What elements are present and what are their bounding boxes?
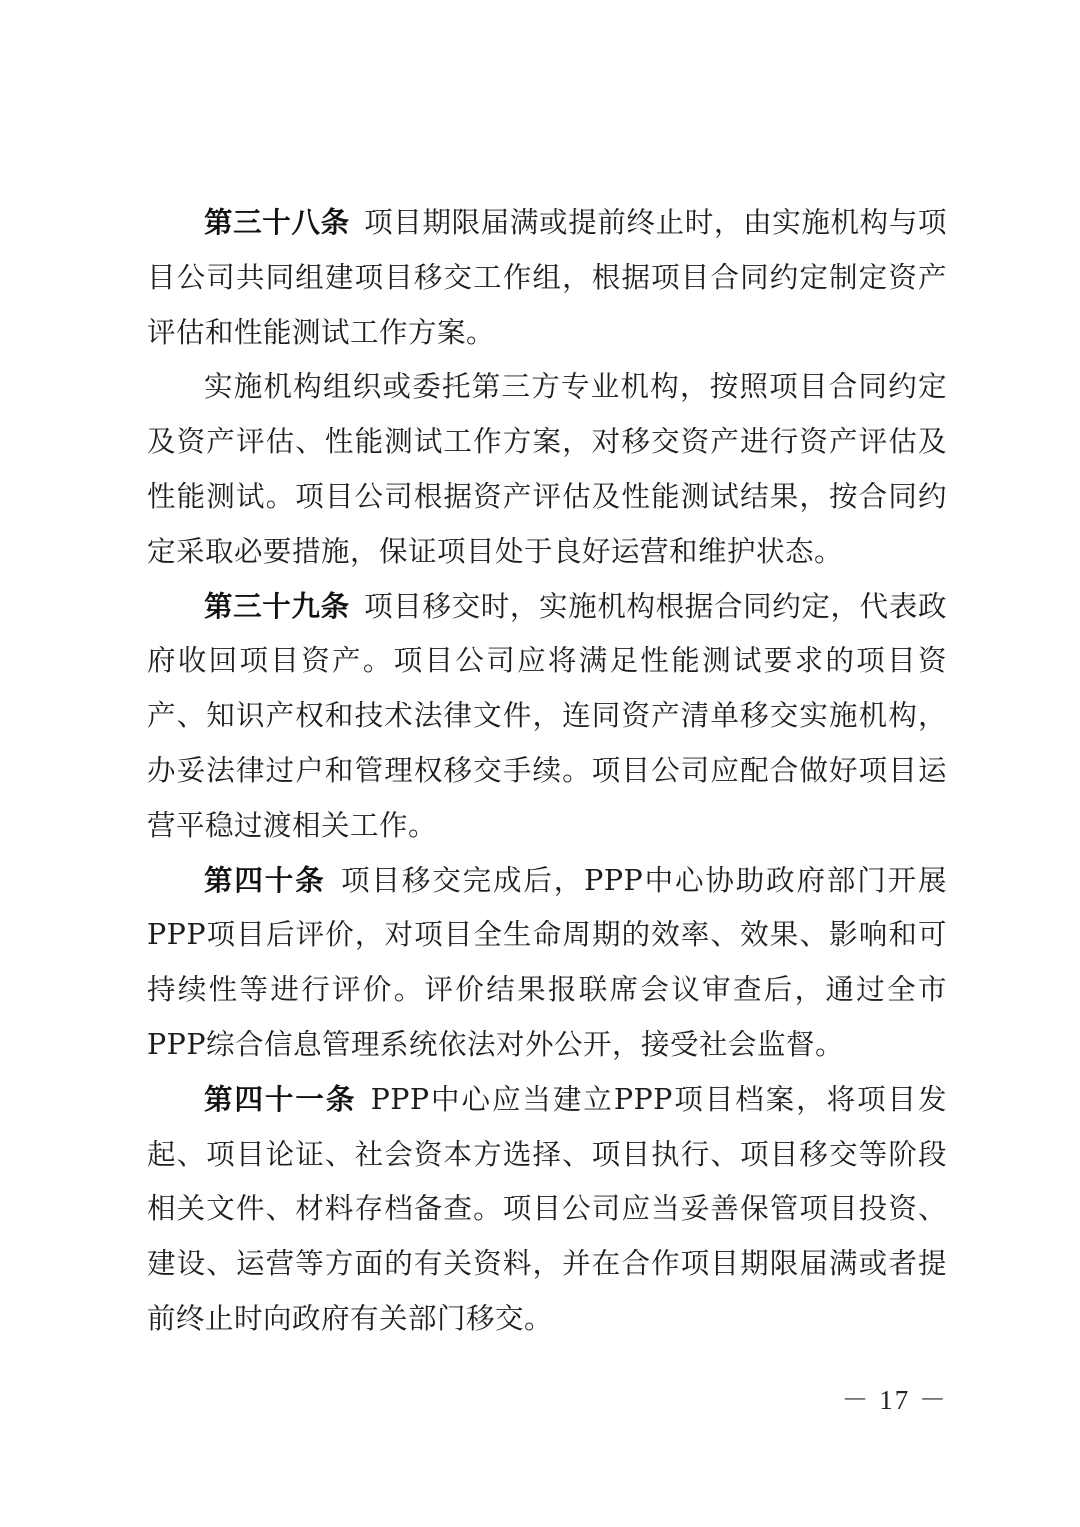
page-number: － 17 － — [841, 1385, 948, 1415]
paragraph-article-38-continued — [147, 360, 947, 579]
document-body — [147, 196, 947, 1347]
paragraph-text: PPP中心应当建立PPP项目档案，将项目发起、项目论证、社会资本方选择、项目执行、项目移交等阶段相关文件、材料存档备查。项目公司应当妥善保管项目投资、建设、运营等方面的有关资料，并在合作项目期限届满或者提前终止时向政府有关部门移交。 — [147, 1082, 947, 1335]
paragraph-article-39 — [147, 580, 947, 854]
paragraph-text: 项目移交完成后，PPP中心协助政府部门开展PPP项目后评价，对项目全生命周期的效率、效果、影响和可持续性等进行评价。评价结果报联席会议审查后，通过全市PPP综合信息管理系统依法对外公开，接受社会监督。 — [147, 863, 947, 1061]
paragraph-text: 项目期限届满或提前终止时，由实施机构与项目公司共同组建项目移交工作组，根据项目合同约定制定资产评估和性能测试工作方案。 — [147, 206, 947, 349]
article-title: 第三十八条 — [204, 206, 350, 239]
paragraph-text: 实施机构组织或委托第三方专业机构，按照项目合同约定及资产评估、性能测试工作方案，对移交资产进行资产评估及性能测试。项目公司根据资产评估及性能测试结果，按合同约定采取必要措施，保证项目处于良好运营和维护状态。 — [147, 370, 947, 568]
article-title: 第四十条 — [204, 863, 326, 897]
paragraph-article-40 — [147, 854, 947, 1073]
article-title: 第四十一条 — [204, 1082, 357, 1116]
paragraph-text: 项目移交时，实施机构根据合同约定，代表政府收回项目资产。项目公司应将满足性能测试要求的项目资产、知识产权和技术法律文件，连同资产清单移交实施机构，办妥法律过户和管理权移交手续。项目公司应配合做好项目运营平稳过渡相关工作。 — [147, 589, 947, 842]
paragraph-article-41 — [147, 1073, 947, 1347]
paragraph-article-38 — [147, 196, 947, 360]
article-title: 第三十九条 — [204, 589, 350, 623]
